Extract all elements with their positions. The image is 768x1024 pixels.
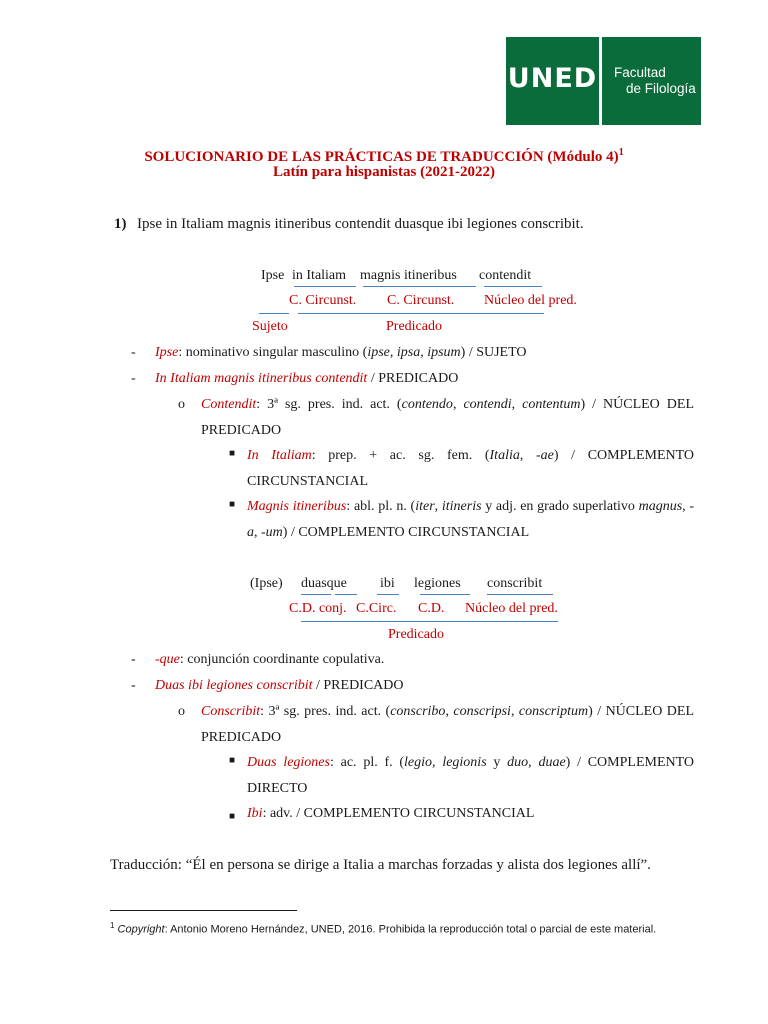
list-bullet-square: ■ xyxy=(229,499,236,510)
list-item-conscribit: Conscribit: 3ª sg. pres. ind. act. (conscribo, conscripsi, conscriptum) / NÚCLEO DEL PREDICADO xyxy=(201,704,695,745)
footnote-divider xyxy=(110,910,297,911)
list-bullet-circle: o xyxy=(178,397,185,412)
analysis2-label-cd: C.D. xyxy=(418,601,445,616)
exercise-sentence: Ipse in Italiam magnis itineribus contendit duasque ibi legiones conscribit. xyxy=(137,216,584,232)
analysis2-word-conscribit: conscribit xyxy=(487,576,543,591)
analysis2-label-nucleo: Núcleo del pred. xyxy=(465,601,558,616)
analysis2-predicate-label: Predicado xyxy=(388,627,444,642)
underline xyxy=(298,313,544,314)
analysis2-label-cd-conj: C.D. conj. xyxy=(289,601,347,616)
underline xyxy=(363,286,476,287)
underline xyxy=(484,286,542,287)
analysis1-subject-label: Sujeto xyxy=(252,319,288,334)
underline xyxy=(301,621,558,622)
list-item-ibi: Ibi: adv. / COMPLEMENTO CIRCUNSTANCIAL xyxy=(247,806,535,821)
list-bullet-square: ■ xyxy=(229,755,236,766)
analysis1-label-cc2: C. Circunst. xyxy=(387,293,455,308)
underline xyxy=(377,594,399,595)
underline xyxy=(259,313,289,314)
underline xyxy=(294,286,356,287)
list-item-in-italiam: In Italiam: prep. + ac. sg. fem. (Italia, -ae) / COMPLEMENTO CIRCUNSTANCIAL xyxy=(247,448,695,489)
exercise-number: 1) xyxy=(114,216,127,232)
underline xyxy=(335,594,357,595)
analysis2-word-legiones: legiones xyxy=(414,576,461,591)
analysis1-word-contendit: contendit xyxy=(479,268,532,283)
list-item-ipse: Ipse: nominativo singular masculino (ipse, ipsa, ipsum) / SUJETO xyxy=(155,345,527,360)
list-bullet-circle: o xyxy=(178,704,185,719)
list-item-que: -que: conjunción coordinante copulativa. xyxy=(155,652,385,667)
list-bullet: - xyxy=(131,652,136,667)
analysis1-label-cc1: C. Circunst. xyxy=(289,293,357,308)
footnote: $^1$ Copyright: Antonio Moreno Hernández, UNED, 2016. Prohibida la reproducción total o parcial de este material. xyxy=(110,921,657,936)
list-bullet-square: ■ xyxy=(229,448,236,459)
underline xyxy=(420,594,470,595)
underline xyxy=(487,594,553,595)
list-item-predicado1: In Italiam magnis itineribus contendit / PREDICADO xyxy=(155,371,459,386)
analysis1-word-in-italiam: in Italiam xyxy=(292,268,347,283)
list-bullet: - xyxy=(131,371,136,386)
translation: Traducción: “Él en persona se dirige a Italia a marchas forzadas y alista dos legiones allí”. xyxy=(110,857,651,873)
analysis2-word-ipse: (Ipse) xyxy=(250,576,283,591)
document-title: SOLUCIONARIO DE LAS PRÁCTICAS DE TRADUCCIÓN (Módulo 4)$^1$ xyxy=(144,147,624,165)
logo-brand-text: UNED xyxy=(507,63,598,94)
list-item-magnis-itineribus: Magnis itineribus: abl. pl. n. (iter, itineris y adj. en grado superlativo magnus, -a, -um) / COMPLEMENTO CIRCUNSTANCIAL xyxy=(247,499,695,540)
uned-logo xyxy=(506,37,599,125)
list-bullet: - xyxy=(131,678,136,693)
analysis2-word-ibi: ibi xyxy=(380,576,395,591)
analysis2-label-ccirc: C.Circ. xyxy=(356,601,397,616)
analysis2-word-duasque: duasque xyxy=(301,576,347,591)
analysis1-predicate-label: Predicado xyxy=(386,319,442,334)
underline xyxy=(301,594,331,595)
analysis1-word-magnis-itineribus: magnis itineribus xyxy=(360,268,457,283)
analysis1-label-nucleo: Núcleo del pred. xyxy=(484,293,577,308)
logo-faculty-text: Facultad de Filología xyxy=(614,65,696,96)
list-item-predicado2: Duas ibi legiones conscribit / PREDICADO xyxy=(155,678,404,693)
list-bullet: - xyxy=(131,345,136,360)
list-bullet-square: ■ xyxy=(229,811,236,822)
analysis1-word-ipse: Ipse xyxy=(261,268,285,283)
list-item-contendit: Contendit: 3ª sg. pres. ind. act. (contendo, contendi, contentum) / NÚCLEO DEL PREDICADO xyxy=(201,397,695,438)
list-item-duas-legiones: Duas legiones: ac. pl. f. (legio, legionis y duo, duae) / COMPLEMENTO DIRECTO xyxy=(247,755,695,796)
faculty-logo xyxy=(602,37,701,125)
footnote-ref: 1 xyxy=(618,147,624,158)
document-subtitle: Latín para hispanistas (2021-2022) xyxy=(272,164,496,180)
